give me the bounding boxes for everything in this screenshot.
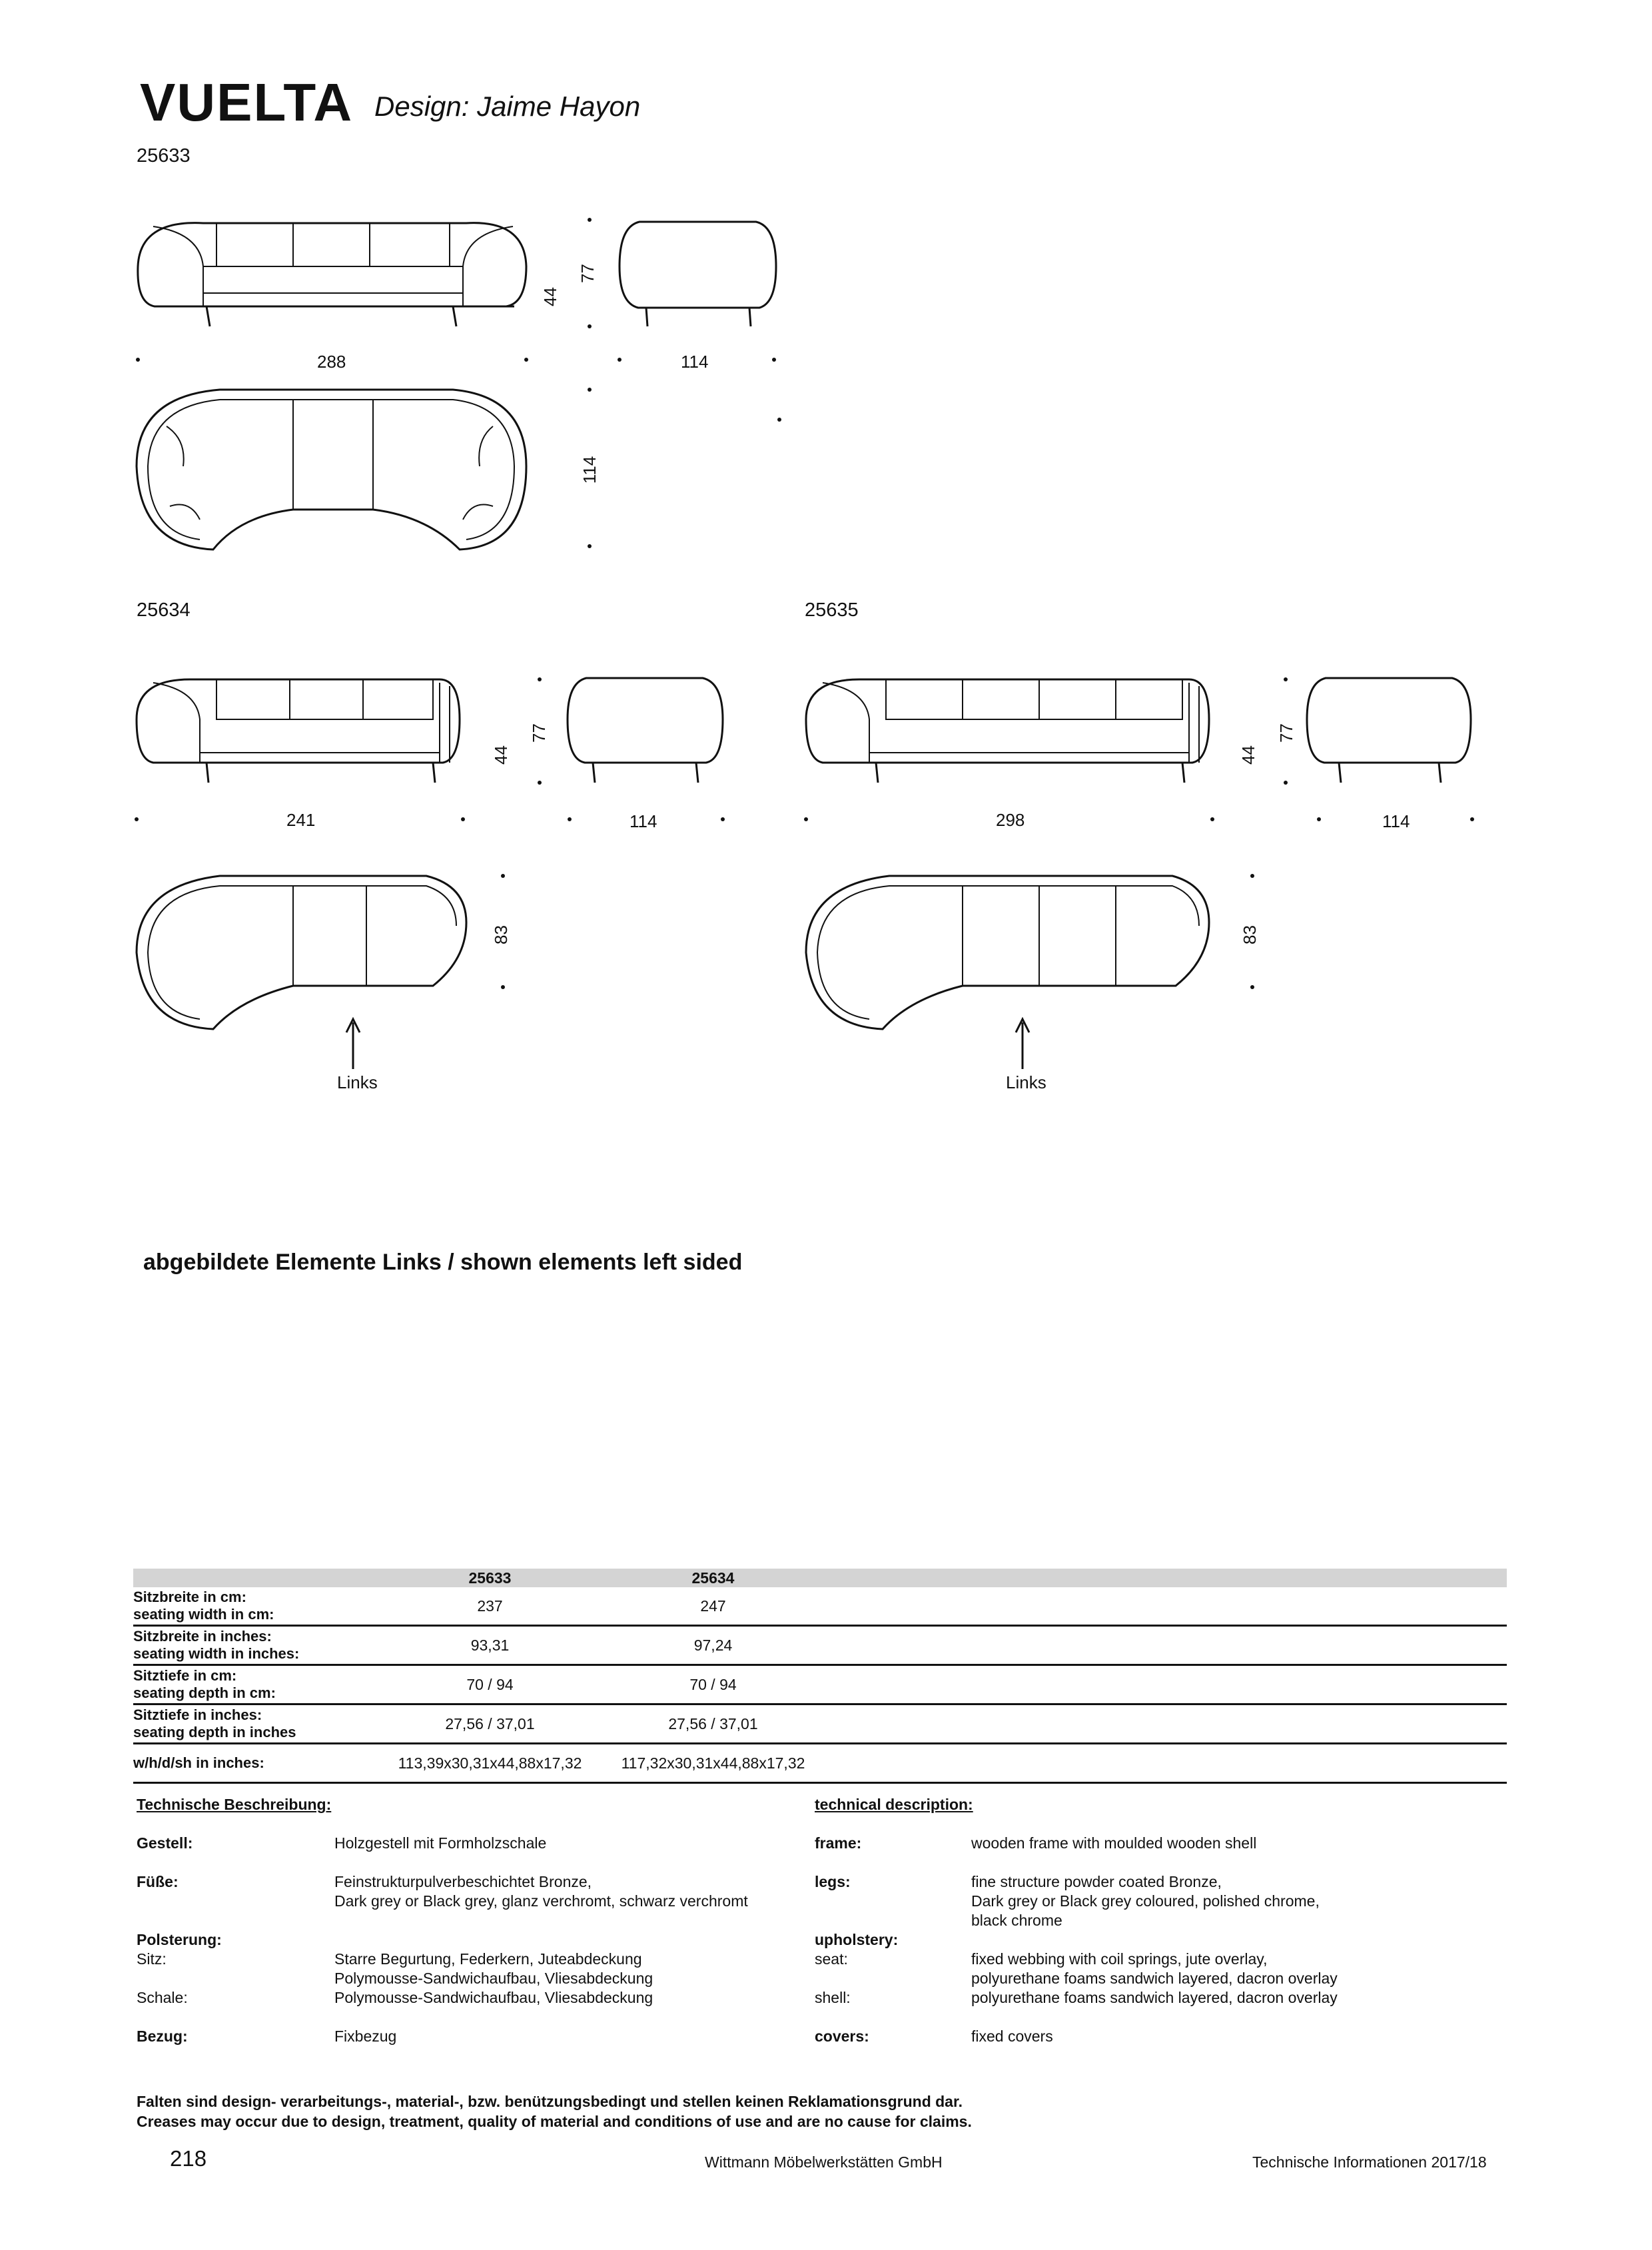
arrow-label-25634: Links bbox=[337, 1072, 378, 1092]
row-label-de: Sitztiefe in inches: bbox=[133, 1706, 262, 1723]
tech-heading-de: Technische Beschreibung: bbox=[137, 1796, 332, 1813]
cell-value: 113,39x30,31x44,88x17,32 bbox=[378, 1744, 602, 1783]
row-label-whd: w/h/d/sh in inches: bbox=[133, 1744, 378, 1783]
model-code-25634: 25634 bbox=[137, 599, 191, 621]
cell-value: 27,56 / 37,01 bbox=[378, 1704, 602, 1744]
sofa-25633-plan-view bbox=[137, 390, 526, 550]
row-label-de: Sitzbreite in cm: bbox=[133, 1589, 246, 1605]
legs-value-1: fine structure powder coated Bronze, bbox=[971, 1873, 1222, 1890]
shell-value: polyurethane foams sandwich layered, dacron overlay bbox=[971, 1989, 1338, 2006]
frame-label: Gestell: bbox=[137, 1834, 193, 1852]
dim-seat-height-25635: 44 bbox=[1238, 745, 1258, 765]
dim-depth-25633: 114 bbox=[681, 352, 709, 372]
frame-value: wooden frame with moulded wooden shell bbox=[971, 1834, 1257, 1852]
arrow-label-25635: Links bbox=[1006, 1072, 1046, 1092]
sofa-25635-side-view bbox=[1307, 678, 1471, 783]
seat-value-1: fixed webbing with coil springs, jute overlay, bbox=[971, 1950, 1268, 1968]
upholstery-label: Polsterung: bbox=[137, 1931, 222, 1948]
covers-value: fixed covers bbox=[971, 2028, 1053, 2045]
row-label-en: seating width in inches: bbox=[133, 1645, 300, 1662]
cell-value: 27,56 / 37,01 bbox=[602, 1704, 825, 1744]
shell-value: Polymousse-Sandwichaufbau, Vliesabdeckung bbox=[334, 1989, 653, 2006]
footer-company: Wittmann Möbelwerkstätten GmbH bbox=[705, 2153, 943, 2171]
seat-value-2: Polymousse-Sandwichaufbau, Vliesabdeckung bbox=[334, 1970, 653, 1987]
row-label-en: seating depth in cm: bbox=[133, 1685, 276, 1701]
product-title: VUELTA bbox=[140, 73, 354, 132]
dim-seat-height-25633: 44 bbox=[540, 287, 560, 306]
seat-value-1: Starre Begurtung, Federkern, Juteabdeckung bbox=[334, 1950, 642, 1968]
creases-note-de: Falten sind design- verarbeitungs-, material-, bzw. benützungsbedingt und stellen keinen Reklamationsgrund dar. bbox=[137, 2093, 963, 2110]
col-25634: 25634 bbox=[602, 1569, 825, 1587]
dimension-dots bbox=[135, 218, 1474, 989]
shell-label: Schale: bbox=[137, 1989, 188, 2006]
sofa-25635-plan-view bbox=[806, 876, 1209, 1069]
spec-table bbox=[133, 1569, 1507, 1784]
legs-label: legs: bbox=[815, 1873, 851, 1890]
dim-plan-depth-25634: 83 bbox=[490, 925, 511, 944]
sofa-25635-front-view bbox=[806, 679, 1209, 783]
dim-width-25635: 298 bbox=[996, 810, 1025, 830]
model-code-25633: 25633 bbox=[137, 145, 191, 167]
cell-value: 97,24 bbox=[602, 1626, 825, 1665]
page-number: 218 bbox=[170, 2146, 207, 2171]
upholstery-label: upholstery: bbox=[815, 1931, 899, 1948]
seat-label: Sitz: bbox=[137, 1950, 167, 1968]
frame-label: frame: bbox=[815, 1834, 862, 1852]
dim-plan-depth-25635: 83 bbox=[1239, 925, 1260, 944]
sofa-25634-plan-view bbox=[137, 876, 466, 1069]
spec-table-header bbox=[133, 1569, 1507, 1587]
legs-value-2: Dark grey or Black grey, glanz verchromt, schwarz verchromt bbox=[334, 1892, 748, 1910]
dim-width-25633: 288 bbox=[317, 352, 346, 372]
sofa-25634-side-view bbox=[568, 678, 723, 783]
legs-value-1: Feinstrukturpulverbeschichtet Bronze, bbox=[334, 1873, 592, 1890]
dim-seat-height-25634: 44 bbox=[490, 745, 511, 765]
row-label-en: seating width in cm: bbox=[133, 1606, 274, 1623]
shell-label: shell: bbox=[815, 1989, 851, 2006]
row-label-en: seating depth in inches bbox=[133, 1724, 296, 1740]
dim-width-25634: 241 bbox=[286, 810, 316, 830]
seat-value-2: polyurethane foams sandwich layered, dacron overlay bbox=[971, 1970, 1338, 1987]
covers-label: covers: bbox=[815, 2028, 869, 2045]
legs-value-3: black chrome bbox=[971, 1912, 1062, 1929]
table-row bbox=[133, 1704, 1507, 1744]
model-code-25635: 25635 bbox=[805, 599, 859, 621]
dim-depth-25634: 114 bbox=[629, 811, 657, 831]
tech-description-de bbox=[137, 1795, 803, 2046]
sofa-25633-side-view bbox=[620, 222, 776, 326]
creases-note-en: Creases may occur due to design, treatment, quality of material and conditions of use and are no cause for claims. bbox=[137, 2113, 972, 2130]
seat-label: seat: bbox=[815, 1950, 848, 1968]
cell-value: 70 / 94 bbox=[602, 1665, 825, 1704]
cell-value: 117,32x30,31x44,88x17,32 bbox=[602, 1744, 825, 1783]
col-25633: 25633 bbox=[378, 1569, 602, 1587]
cell-value: 237 bbox=[378, 1587, 602, 1626]
table-row bbox=[133, 1587, 1507, 1626]
frame-value: Holzgestell mit Formholzschale bbox=[334, 1834, 547, 1852]
creases-note bbox=[137, 2091, 972, 2131]
legs-label: Füße: bbox=[137, 1873, 179, 1890]
covers-value: Fixbezug bbox=[334, 2028, 397, 2045]
cell-value: 247 bbox=[602, 1587, 825, 1626]
legs-value-2: Dark grey or Black grey coloured, polished chrome, bbox=[971, 1892, 1320, 1910]
shown-elements-caption: abgebildete Elemente Links / shown elements left sided bbox=[143, 1250, 743, 1275]
sofa-25633-front-view bbox=[138, 223, 526, 326]
table-row bbox=[133, 1626, 1507, 1665]
sofa-25634-front-view bbox=[137, 679, 460, 783]
tech-description-en bbox=[815, 1795, 1507, 2046]
row-label-de: Sitzbreite in inches: bbox=[133, 1628, 272, 1645]
covers-label: Bezug: bbox=[137, 2028, 188, 2045]
designer-credit: Design: Jaime Hayon bbox=[374, 91, 641, 122]
row-label-de: Sitztiefe in cm: bbox=[133, 1667, 237, 1684]
cell-value: 93,31 bbox=[378, 1626, 602, 1665]
footer-publication: Technische Informationen 2017/18 bbox=[1252, 2153, 1487, 2171]
dim-depth-25635: 114 bbox=[1382, 811, 1410, 831]
dim-plan-depth-25633: 114 bbox=[580, 456, 600, 484]
dim-height-25635: 77 bbox=[1276, 723, 1296, 743]
tech-heading-en: technical description: bbox=[815, 1796, 973, 1813]
table-row bbox=[133, 1665, 1507, 1704]
dim-height-25633: 77 bbox=[577, 264, 598, 283]
table-row bbox=[133, 1744, 1507, 1783]
dim-height-25634: 77 bbox=[528, 723, 549, 743]
cell-value: 70 / 94 bbox=[378, 1665, 602, 1704]
